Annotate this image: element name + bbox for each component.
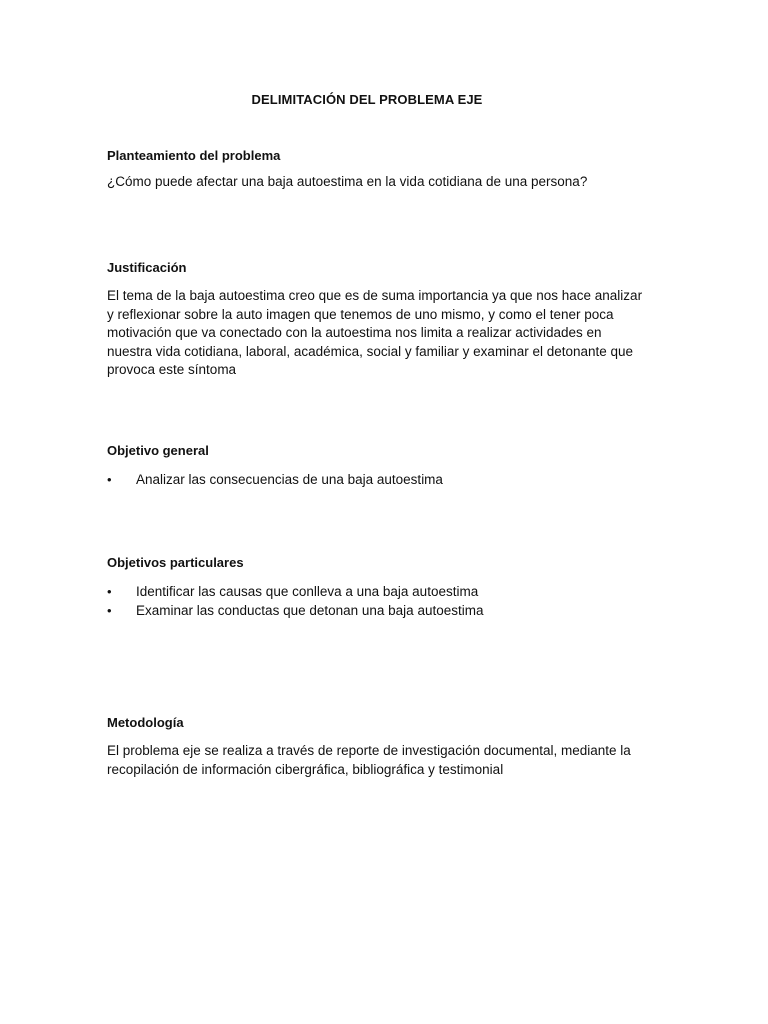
heading-metodologia: Metodología — [107, 715, 184, 730]
metodologia-line: recopilación de información cibergráfica, bibliográfica y testimonial — [107, 761, 504, 777]
list-item — [107, 470, 667, 489]
list-item-text: Examinar las conductas que detonan una baja autoestima — [136, 603, 484, 618]
bullet-icon: • — [107, 472, 112, 487]
heading-objetivos-particulares: Objetivos particulares — [107, 555, 244, 570]
justificacion-line: y reflexionar sobre la auto imagen que tenemos de uno mismo, y como el tener poca — [107, 306, 614, 322]
list-item — [107, 582, 667, 601]
bullet-icon: • — [107, 584, 112, 599]
list-item-text: Identificar las causas que conlleva a una baja autoestima — [136, 584, 479, 599]
section-objetivos-particulares — [107, 555, 667, 620]
heading-justificacion: Justificación — [107, 260, 187, 275]
section-metodologia — [107, 715, 667, 779]
justificacion-paragraph — [107, 287, 667, 380]
heading-objetivo-general: Objetivo general — [107, 443, 209, 458]
list-item — [107, 601, 667, 620]
section-planteamiento — [107, 148, 667, 192]
section-justificacion — [107, 260, 667, 380]
justificacion-line: El tema de la baja autoestima creo que es de suma importancia ya que nos hace analizar — [107, 288, 643, 303]
bullet-icon: • — [107, 603, 112, 618]
justificacion-line: motivación que va conectado con la autoestima nos limita a realizar actividades en — [107, 325, 602, 340]
metodologia-line: El problema eje se realiza a través de reporte de investigación documental, mediante la — [107, 743, 631, 758]
heading-planteamiento: Planteamiento del problema — [107, 148, 281, 163]
section-objetivo-general — [107, 443, 667, 489]
planteamiento-text: ¿Cómo puede afectar una baja autoestima en la vida cotidiana de una persona? — [107, 174, 588, 189]
document-title: DELIMITACIÓN DEL PROBLEMA EJE — [251, 92, 483, 107]
metodologia-paragraph — [107, 742, 667, 779]
justificacion-line: provoca este síntoma — [107, 362, 237, 377]
objetivo-general-list — [107, 470, 667, 489]
justificacion-line: nuestra vida cotidiana, laboral, académica, social y familiar y examinar el detonante que — [107, 343, 634, 359]
list-item-text: Analizar las consecuencias de una baja autoestima — [136, 472, 443, 487]
objetivos-particulares-list — [107, 582, 667, 620]
